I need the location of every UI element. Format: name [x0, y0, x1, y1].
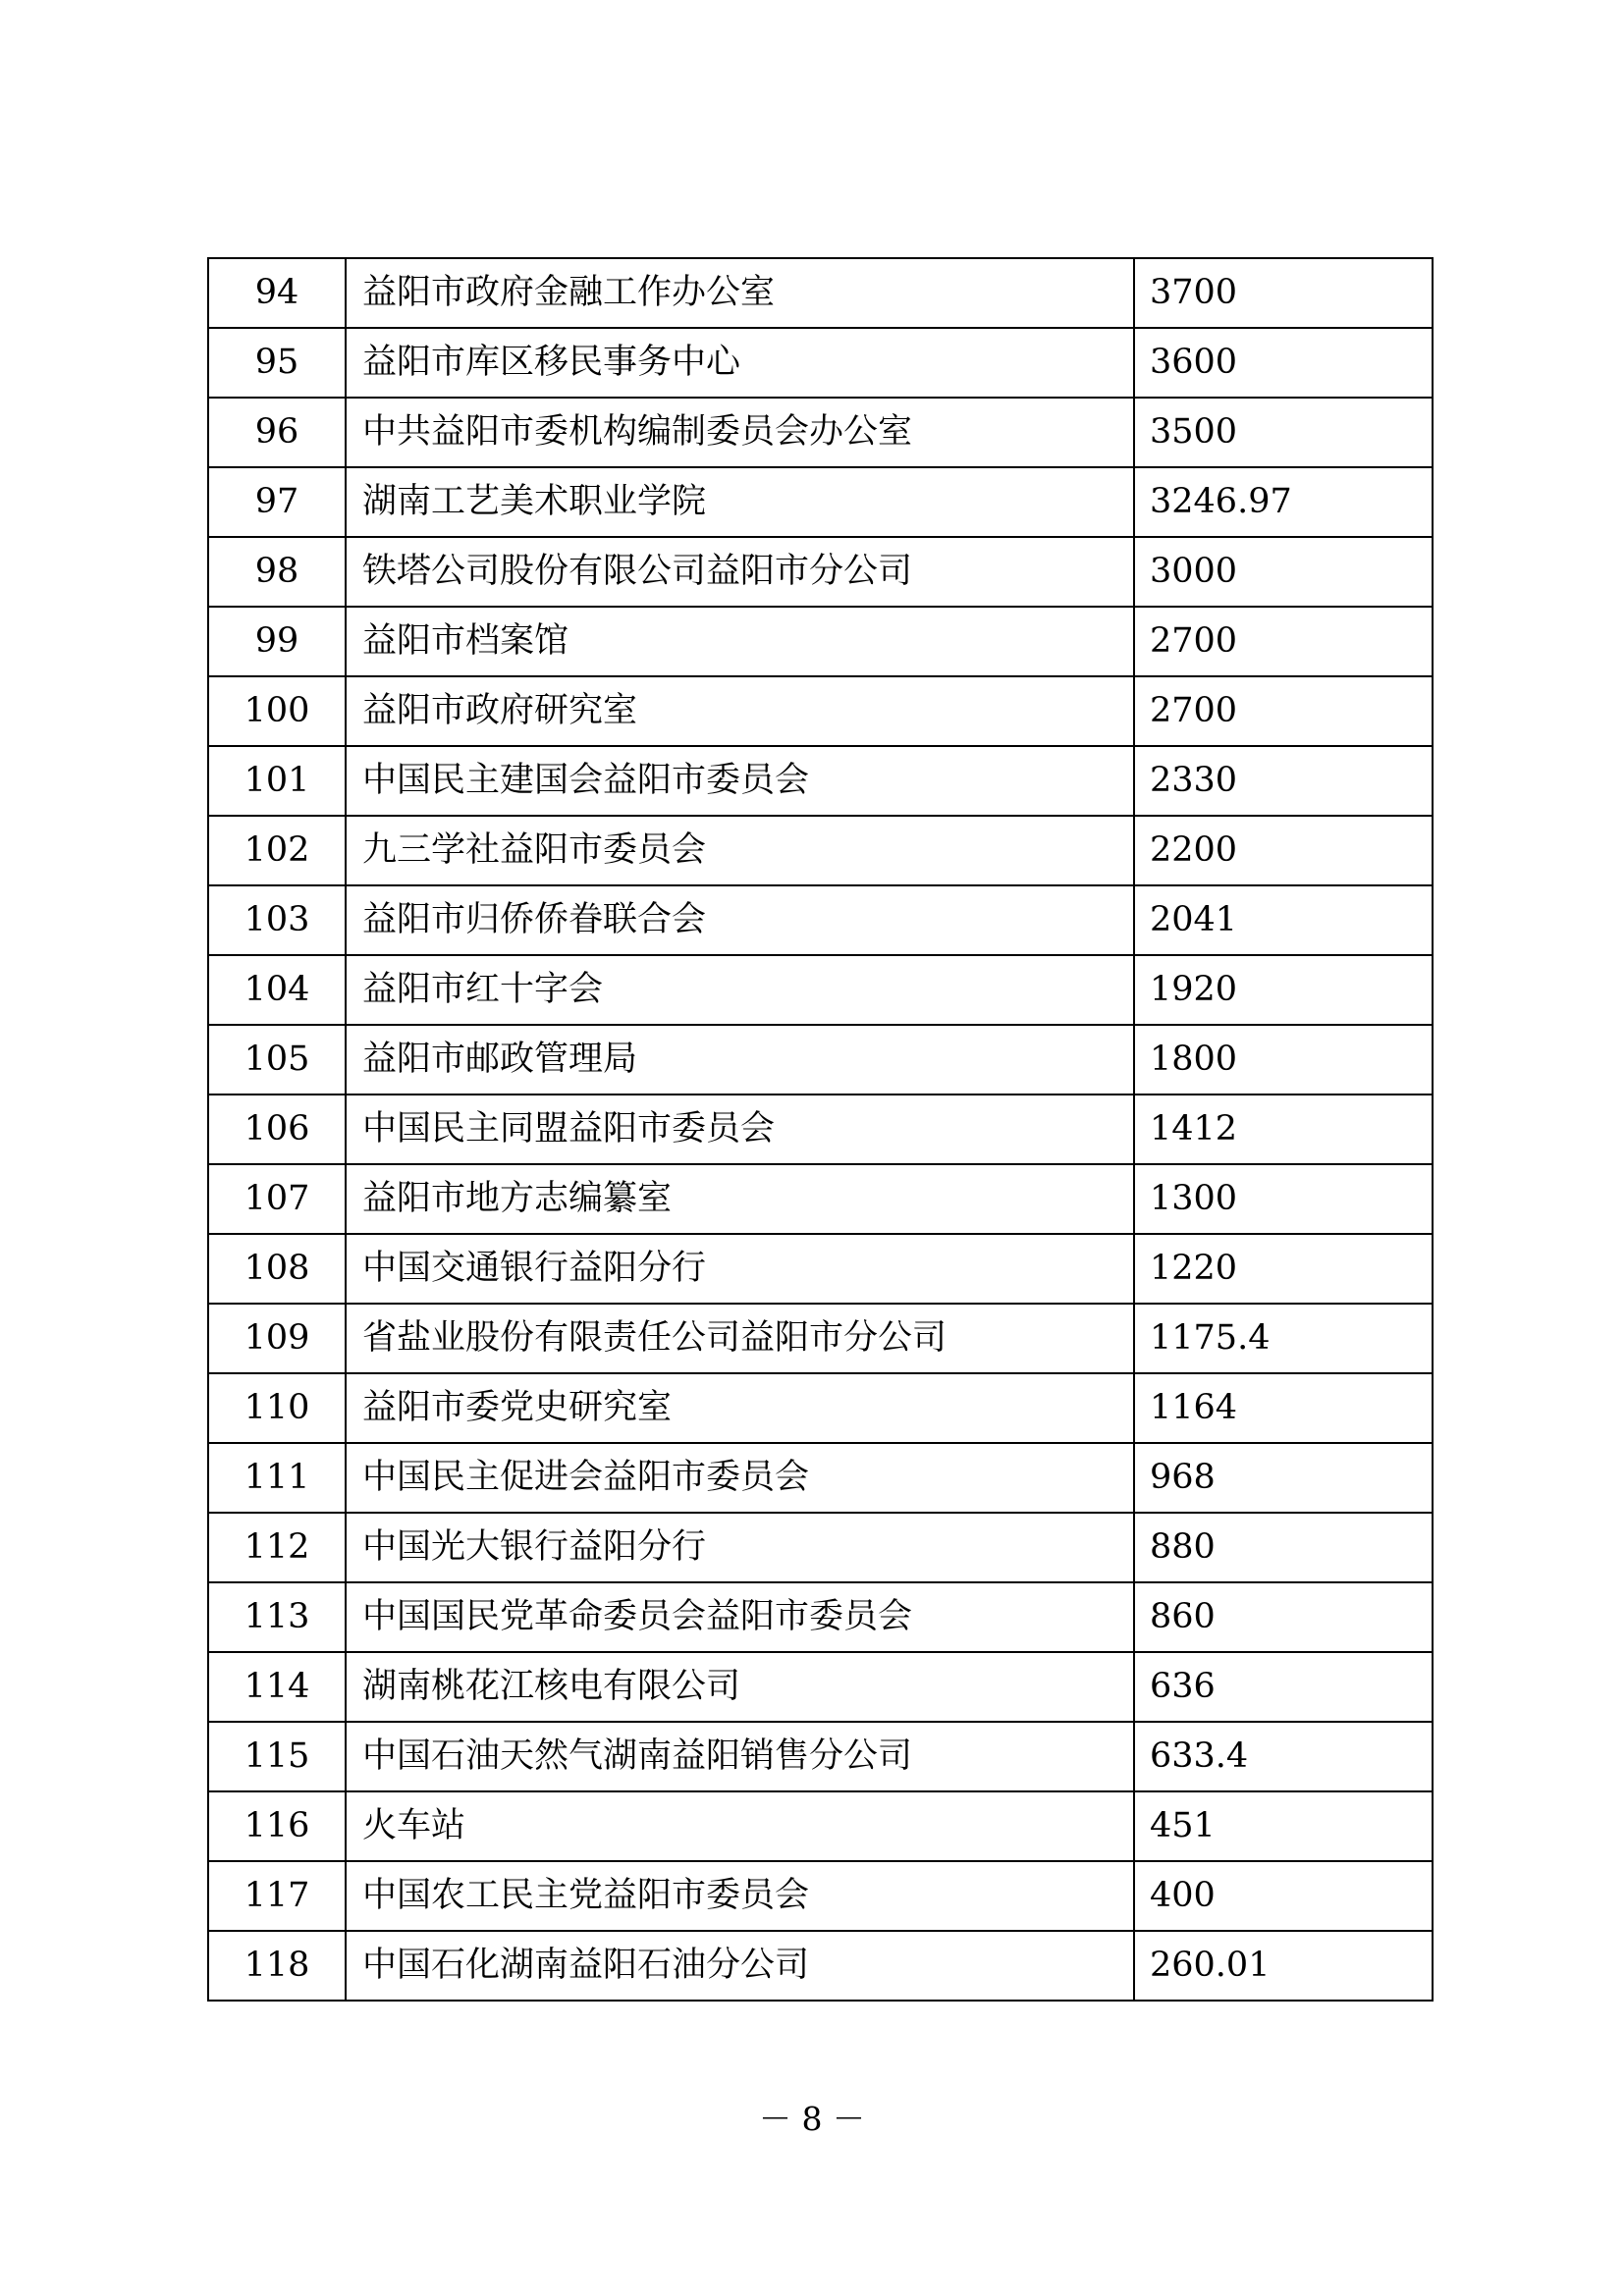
table-row — [208, 1095, 1433, 1164]
row-number-cell: 115 — [208, 1722, 346, 1791]
organization-name-cell: 益阳市红十字会 — [346, 955, 1134, 1025]
amount-cell: 860 — [1134, 1582, 1433, 1652]
table-row — [208, 955, 1433, 1025]
organization-name-cell: 湖南工艺美术职业学院 — [346, 467, 1134, 537]
row-number-cell: 111 — [208, 1443, 346, 1513]
amount-cell: 2200 — [1134, 816, 1433, 885]
organization-name-cell: 益阳市档案馆 — [346, 607, 1134, 676]
table-row — [208, 676, 1433, 746]
amount-cell: 880 — [1134, 1513, 1433, 1582]
organization-name-cell: 中国光大银行益阳分行 — [346, 1513, 1134, 1582]
table-row — [208, 1443, 1433, 1513]
organization-name-cell: 中国农工民主党益阳市委员会 — [346, 1861, 1134, 1931]
amount-cell: 3000 — [1134, 537, 1433, 607]
row-number-cell: 102 — [208, 816, 346, 885]
organization-name-cell: 火车站 — [346, 1791, 1134, 1861]
amount-cell: 3600 — [1134, 328, 1433, 398]
table-row — [208, 816, 1433, 885]
amount-cell: 2700 — [1134, 607, 1433, 676]
row-number-cell: 116 — [208, 1791, 346, 1861]
organization-name-cell: 益阳市地方志编纂室 — [346, 1164, 1134, 1234]
row-number-cell: 96 — [208, 398, 346, 467]
organization-name-cell: 湖南桃花江核电有限公司 — [346, 1652, 1134, 1722]
organization-name-cell: 中共益阳市委机构编制委员会办公室 — [346, 398, 1134, 467]
table-row — [208, 467, 1433, 537]
organization-name-cell: 九三学社益阳市委员会 — [346, 816, 1134, 885]
row-number-cell: 107 — [208, 1164, 346, 1234]
amount-cell: 1164 — [1134, 1373, 1433, 1443]
table-row — [208, 1791, 1433, 1861]
organization-name-cell: 中国民主建国会益阳市委员会 — [346, 746, 1134, 816]
organization-name-cell: 中国国民党革命委员会益阳市委员会 — [346, 1582, 1134, 1652]
table-row — [208, 1931, 1433, 2001]
row-number-cell: 103 — [208, 885, 346, 955]
amount-cell: 636 — [1134, 1652, 1433, 1722]
table-row — [208, 258, 1433, 328]
table-row — [208, 1164, 1433, 1234]
amount-cell: 1800 — [1134, 1025, 1433, 1095]
amount-cell: 1412 — [1134, 1095, 1433, 1164]
row-number-cell: 117 — [208, 1861, 346, 1931]
amount-cell: 2330 — [1134, 746, 1433, 816]
row-number-cell: 105 — [208, 1025, 346, 1095]
row-number-cell: 98 — [208, 537, 346, 607]
table-row — [208, 746, 1433, 816]
organization-name-cell: 益阳市政府金融工作办公室 — [346, 258, 1134, 328]
amount-cell: 1920 — [1134, 955, 1433, 1025]
row-number-cell: 104 — [208, 955, 346, 1025]
data-table — [207, 257, 1434, 2002]
organization-name-cell: 中国石化湖南益阳石油分公司 — [346, 1931, 1134, 2001]
amount-cell: 3700 — [1134, 258, 1433, 328]
organization-name-cell: 省盐业股份有限责任公司益阳市分公司 — [346, 1304, 1134, 1373]
organization-name-cell: 益阳市政府研究室 — [346, 676, 1134, 746]
table-row — [208, 885, 1433, 955]
amount-cell: 633.4 — [1134, 1722, 1433, 1791]
row-number-cell: 101 — [208, 746, 346, 816]
table-body — [208, 258, 1433, 2001]
amount-cell: 400 — [1134, 1861, 1433, 1931]
row-number-cell: 113 — [208, 1582, 346, 1652]
organization-name-cell: 中国石油天然气湖南益阳销售分公司 — [346, 1722, 1134, 1791]
organization-name-cell: 益阳市库区移民事务中心 — [346, 328, 1134, 398]
row-number-cell: 106 — [208, 1095, 346, 1164]
amount-cell: 3500 — [1134, 398, 1433, 467]
organization-name-cell: 中国民主促进会益阳市委员会 — [346, 1443, 1134, 1513]
table-row — [208, 1722, 1433, 1791]
row-number-cell: 114 — [208, 1652, 346, 1722]
organization-name-cell: 益阳市归侨侨眷联合会 — [346, 885, 1134, 955]
organization-name-cell: 益阳市委党史研究室 — [346, 1373, 1134, 1443]
row-number-cell: 99 — [208, 607, 346, 676]
table-row — [208, 1861, 1433, 1931]
table-row — [208, 1234, 1433, 1304]
row-number-cell: 108 — [208, 1234, 346, 1304]
table-row — [208, 1652, 1433, 1722]
organization-name-cell: 中国民主同盟益阳市委员会 — [346, 1095, 1134, 1164]
table-row — [208, 1304, 1433, 1373]
table-row — [208, 537, 1433, 607]
table-row — [208, 398, 1433, 467]
table-row — [208, 328, 1433, 398]
amount-cell: 3246.97 — [1134, 467, 1433, 537]
amount-cell: 968 — [1134, 1443, 1433, 1513]
table-row — [208, 1373, 1433, 1443]
page-number: － 8 － — [759, 2100, 865, 2138]
row-number-cell: 109 — [208, 1304, 346, 1373]
amount-cell: 2041 — [1134, 885, 1433, 955]
row-number-cell: 94 — [208, 258, 346, 328]
amount-cell: 1220 — [1134, 1234, 1433, 1304]
row-number-cell: 100 — [208, 676, 346, 746]
amount-cell: 1300 — [1134, 1164, 1433, 1234]
organization-name-cell: 益阳市邮政管理局 — [346, 1025, 1134, 1095]
amount-cell: 451 — [1134, 1791, 1433, 1861]
amount-cell: 260.01 — [1134, 1931, 1433, 2001]
table-row — [208, 1025, 1433, 1095]
table-row — [208, 1513, 1433, 1582]
amount-cell: 1175.4 — [1134, 1304, 1433, 1373]
organization-name-cell: 铁塔公司股份有限公司益阳市分公司 — [346, 537, 1134, 607]
row-number-cell: 118 — [208, 1931, 346, 2001]
table-row — [208, 607, 1433, 676]
amount-cell: 2700 — [1134, 676, 1433, 746]
row-number-cell: 95 — [208, 328, 346, 398]
table-row — [208, 1582, 1433, 1652]
row-number-cell: 97 — [208, 467, 346, 537]
organization-name-cell: 中国交通银行益阳分行 — [346, 1234, 1134, 1304]
row-number-cell: 112 — [208, 1513, 346, 1582]
row-number-cell: 110 — [208, 1373, 346, 1443]
